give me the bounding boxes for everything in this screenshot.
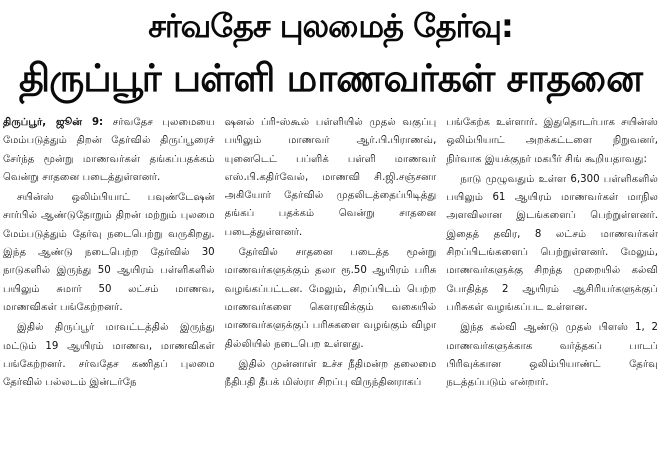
article-paragraph: பங்கேற்க உள்ளார். இதுதொடர்பாக சயின்ஸ் ஒலிம்பியாட் அறக்கட்டளை நிறுவனர், நிர்வாக இயக்குநர் மகபீர் சிங் கூறியதாவது: bbox=[446, 117, 659, 165]
article-body bbox=[3, 114, 658, 472]
dateline: திருப்பூர், ஜூன் 9: bbox=[3, 117, 104, 128]
article-paragraph: நாடு முழுவதும் உள்ள 6,300 பள்ளிகளில் பயிலும் 61 ஆயிரம் மாணவர்கள் மாநில அளவிலான இடங்களைப் பெற்றுள்ளனர். இதைத் தவிர, 8 லட்சம் மாணவர்கள் சிறப்பிடங்களைப் பெற்றுள்ளனர். மேலும், மாணவர்களுக்கு சிறந்த முறையில் கல்வி போதித்த 2 ஆயிரம் ஆசிரியர்களுக்குப் பரிசுகள் வழங்கப்பட உள்ளன. bbox=[446, 173, 659, 313]
article-paragraph: சயின்ஸ் ஒலிம்பியாட் பவுண்டேஷன் சார்பில் ஆண்டுதோறும் திறன் மற்றும் புலமை மேம்படுத்தும் தேர்வு நடைபெற்று வருகிறது. இந்த ஆண்டு நடைபெற்ற தேர்வில் 30 நாடுகளில் இருந்து 50 ஆயிரம் பள்ளிகளில் பயிலும் சுமார் 50 லட்சம் மாணவ, மாணவிகள் பங்கேற்றனர். bbox=[3, 192, 215, 313]
headline-line-2: திருப்பூர் பள்ளி மாணவர்கள் சாதனை bbox=[19, 56, 642, 100]
article-paragraph: ஷனல் ப்ரி-ஸ்கூல் பள்ளியில் முதல் வகுப்பு பயிலும் மாணவர் ஆர்.பி.பிராணவ், யுனைடெட் பப்ளிக் பள்ளி மாணவர் எஸ்.பி.கதிர்வேல், மாணவி சி.ஜி.சஞ்சனா அகியோர் தேர்வில் முதலிடத்தைப்பிடித்து தங்கப் பதக்கம் வென்று சாதனை படைத்துள்ளனர். bbox=[224, 117, 437, 238]
article-column-2 bbox=[225, 114, 437, 472]
article-paragraph: இதில் முன்னாள் உச்ச நீதிமன்ற தலைமை நீதிபதி தீபக் மிஸ்ரா சிறப்பு விருந்தினராகப் bbox=[224, 358, 437, 389]
article-paragraph: இந்த கல்வி ஆண்டு முதல் பிளஸ் 1, 2 மாணவர்களுக்காக வர்த்தகப் பாடப் பிரிவுக்கான ஒலிம்பியாண்ட் தேர்வு நடத்தப்படும் என்றார். bbox=[446, 322, 659, 389]
article-column-3 bbox=[446, 114, 658, 472]
headline-line-1: சர்வதேச புலமைத் தேர்வு: bbox=[148, 7, 513, 45]
article-paragraph: தேர்வில் சாதனை படைத்த மூன்று மாணவர்களுக்கும் தலா ரூ.50 ஆயிரம் பரிசு வழங்கப்பட்டன. மேலும், சிறப்பிடம் பெற்ற மாணவர்களை கௌரவிக்கும் வகையில் மாணவர்களுக்குப் பரிசுகளை வழங்கும் விழா தில்லியில் நடைபெற உள்ளது. bbox=[224, 247, 437, 350]
paragraph-text: சர்வதேச புலமையை மேம்படுத்தும் திறன் தேர்வில் திருப்பூரைச் சேர்ந்த மூன்று மாணவர்கள் தங்கப்பதக்கம் வென்று சாதனை படைத்துள்ளனர். bbox=[3, 117, 215, 183]
article-paragraph bbox=[3, 114, 215, 187]
article-column-1 bbox=[3, 114, 215, 472]
article-paragraph: இதில் திருப்பூர் மாவட்டத்தில் இருந்து மட்டும் 19 ஆயிரம் மாணவ, மாணவிகள் பங்கேற்றனர். சர்வதேச கணிதப் புலமை தேர்வில் பல்லடம் இன்டர்நே bbox=[3, 322, 215, 389]
